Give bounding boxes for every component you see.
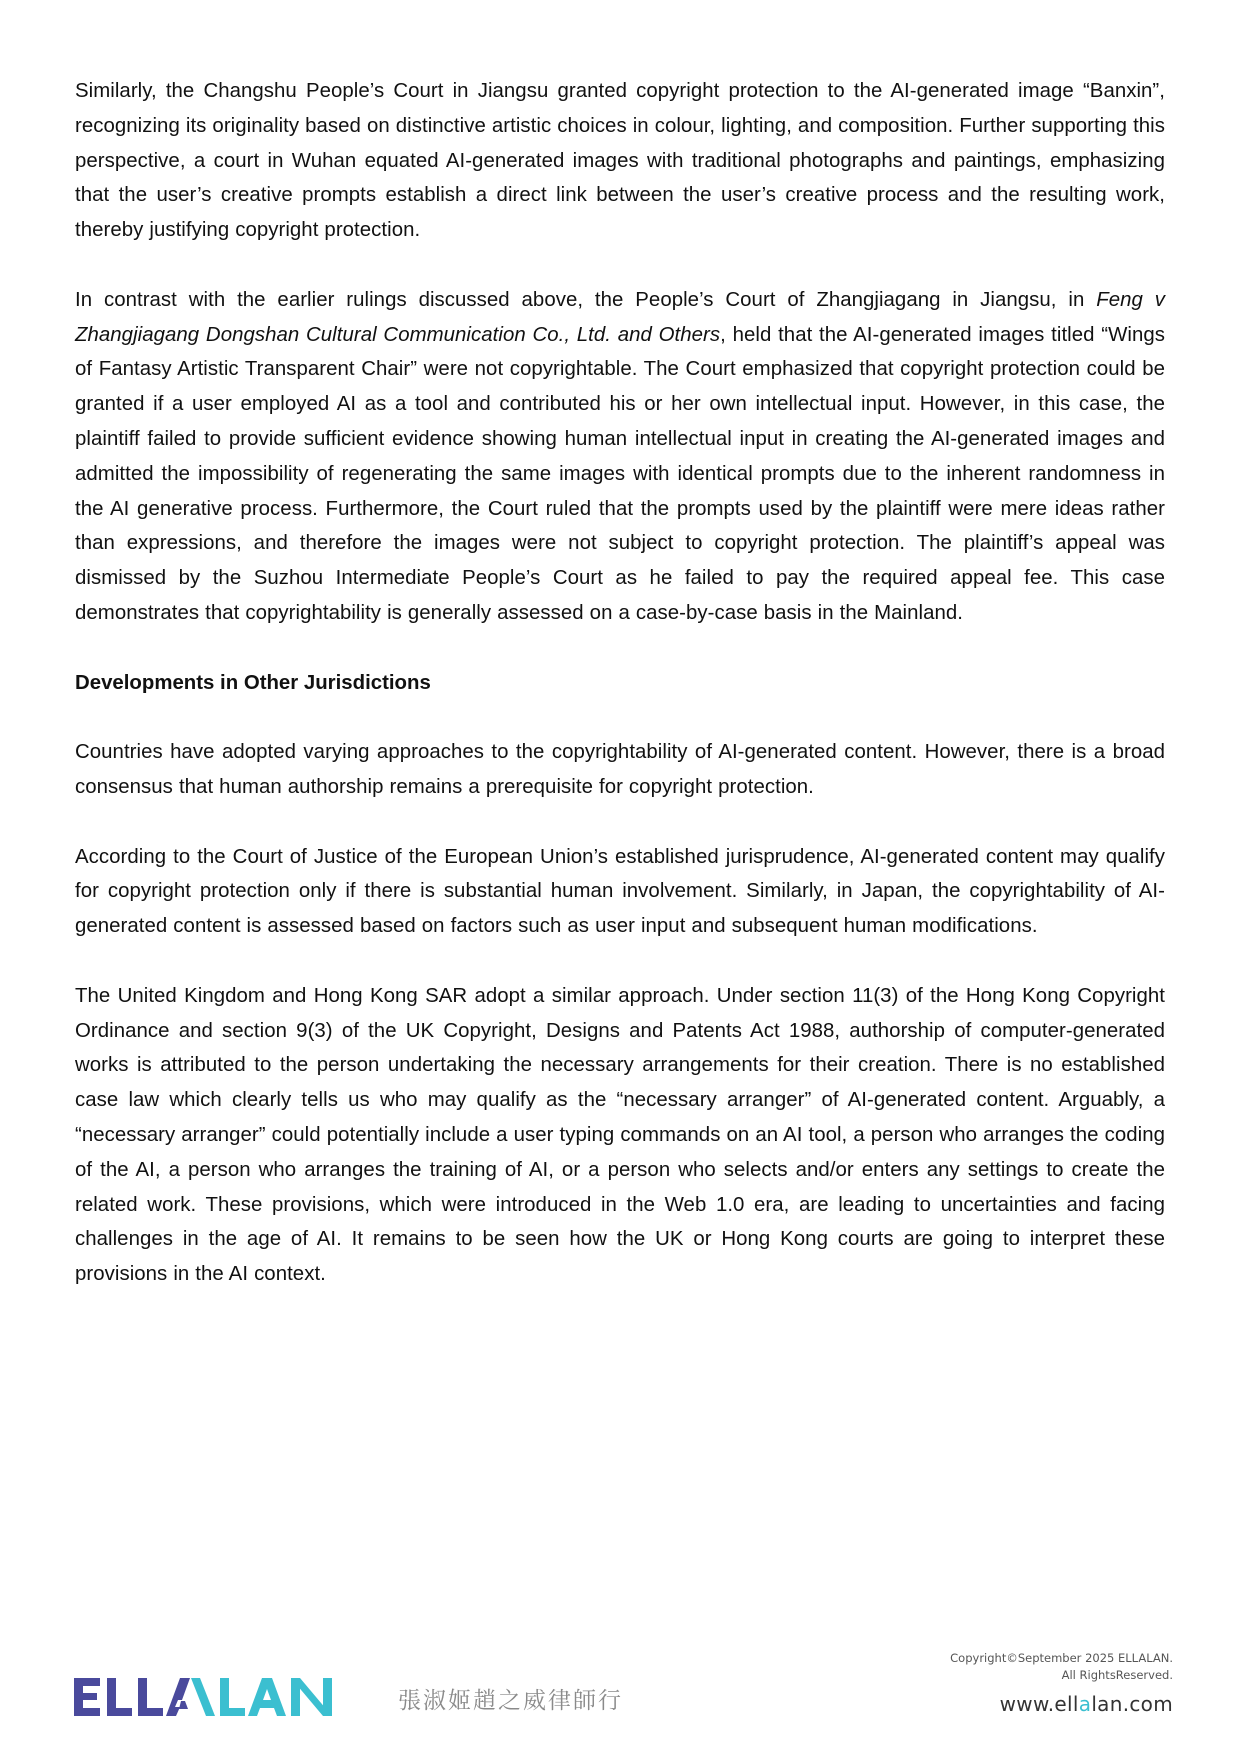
- ellalan-logo: [74, 1670, 336, 1718]
- ellalan-logo-wordmark: [74, 1676, 336, 1718]
- website-accent-letter: a: [1078, 1692, 1092, 1716]
- logo-letter-l3: [220, 1678, 245, 1716]
- paragraph-text: Countries have adopted varying approaches to the copyrightability of AI-generated content. However, there is a broad consensus that human authorship remains a prerequisite for copyright protection.: [75, 741, 1165, 798]
- logo-letter-a2: [248, 1678, 286, 1716]
- paragraph-uk-hong-kong: [75, 979, 1165, 1292]
- logo-slash: [191, 1678, 215, 1716]
- website-prefix: www.ell: [999, 1692, 1079, 1716]
- logo-letter-n: [291, 1678, 332, 1716]
- document-body: [75, 74, 1165, 1327]
- paragraph-text: Similarly, the Changshu People’s Court in Jiangsu granted copyright protection to the AI-generated image “Banxin”, recognizing its originality based on distinctive artistic choices in colour, lighting, and composition. Further supporting this perspective, a court in Wuhan equated AI-generated images with traditional photographs and paintings, emphasizing that the user’s creative prompts establish a direct link between the user’s creative process and the resulting work, thereby justifying copyright protection.: [75, 80, 1165, 242]
- paragraph-varying-approaches: [75, 735, 1165, 805]
- website-suffix: lan.com: [1091, 1692, 1173, 1716]
- website-link[interactable]: [1000, 1692, 1173, 1716]
- paragraph-text: , held that the AI-generated images titled “Wings of Fantasy Artistic Transparent Chair” were not copyrightable. The Court emphasized that copyright protection could be granted if a user employed AI as a tool and contributed his or her own intellectual input. However, in this case, the plaintiff failed to provide sufficient evidence showing human intellectual input in creating the AI-generated images and admitted the impossibility of regenerating the same images with identical prompts due to the inherent randomness in the AI generative process. Furthermore, the Court ruled that the prompts used by the plaintiff were mere ideas rather than expressions, and therefore the images were not subject to copyright protection. The plaintiff’s appeal was dismissed by the Suzhou Intermediate People’s Court as he failed to pay the required appeal fee. This case demonstrates that copyrightability is generally assessed on a case-by-case basis in the Mainland.: [75, 323, 1166, 624]
- section-heading: Developments in Other Jurisdictions: [75, 671, 431, 694]
- paragraph-eu-japan: [75, 840, 1165, 944]
- copyright-notice: [950, 1650, 1173, 1684]
- logo-letter-l2: [138, 1678, 163, 1716]
- paragraph-text: The United Kingdom and Hong Kong SAR adopt a similar approach. Under section 11(3) of the Hong Kong Copyright Ordinance and section 9(3) of the UK Copyright, Designs and Patents Act 1988, authorship of computer-generated works is attributed to the person undertaking the necessary arrangements for their creation. There is no established case law which clearly tells us who may qualify as the “necessary arranger” of AI-generated content. Arguably, a “necessary arranger” could potentially include a user typing commands on an AI tool, a person who arranges the coding of the AI, a person who arranges the training of AI, or a person who selects and/or enters any settings to create the related work. These provisions, which were introduced in the Web 1.0 era, are leading to uncertainties and facing challenges in the age of AI. It remains to be seen how the UK or Hong Kong courts are going to interpret these provisions in the AI context.: [75, 984, 1165, 1286]
- paragraph-changshu-banxin: [75, 74, 1165, 248]
- page-footer: [0, 1640, 1241, 1750]
- firm-chinese-name: 張淑姬趙之威律師行: [398, 1688, 623, 1714]
- copyright-line-1: Copyright©September 2025 ELLALAN.: [950, 1651, 1173, 1665]
- paragraph-zhangjiagang-case: [75, 283, 1165, 631]
- logo-letter-a: [166, 1678, 190, 1716]
- paragraph-text: According to the Court of Justice of the European Union’s established jurisprudence, AI-generated content may qualify for copyright protection only if there is substantial human involvement. Similarly, in Japan, the copyrightability of AI-generated content is assessed based on factors such as user input and subsequent human modifications.: [75, 845, 1165, 938]
- copyright-line-2: All RightsReserved.: [1061, 1668, 1173, 1682]
- case-citation: Feng v Zhangjiagang Dongshan Cultural Communication Co., Ltd. and Others: [75, 288, 1165, 346]
- logo-letter-l1: [107, 1678, 132, 1716]
- paragraph-text: In contrast with the earlier rulings discussed above, the People’s Court of Zhangjiagang in Jiangsu, in: [75, 288, 1097, 311]
- logo-letter-e: [74, 1678, 100, 1716]
